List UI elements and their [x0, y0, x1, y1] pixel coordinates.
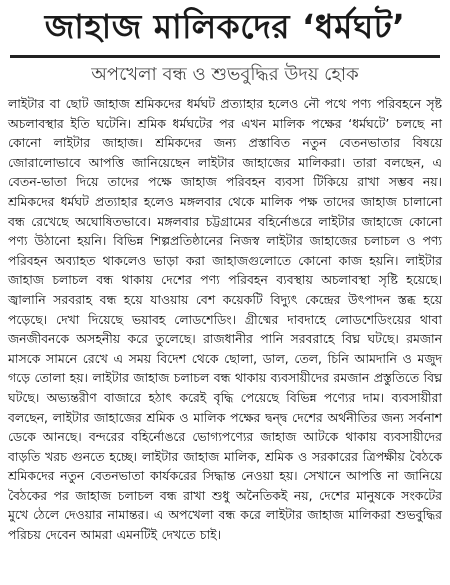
article-headline: জাহাজ মালিকদের ‘ধর্মঘট’ [44, 7, 406, 46]
headline-divider [10, 55, 440, 58]
article-subheadline: অপখেলা বন্ধ ও শুভবুদ্ধির উদয় হোক [91, 64, 359, 85]
article-body: লাইটার বা ছোট জাহাজ শ্রমিকদের ধর্মঘট প্রত্যাহার হলেও নৌ পথে পণ্য পরিবহনে সৃষ্ট অচলাবস্থার ইতি ঘটেনি। শ্রমিক ধর্মঘটের পর এখন মালিক পক্ষের ‘ধর্মঘটে’ চলছে না কোনো লাইটার জাহাজ। শ্রমিকদের জন্য প্রস্তাবিত নতুন বেতনভাতার বিষয়ে জোরালোভাবে আপত্তি জানিয়েছেন লাইটার জাহাজের মালিকরা। তারা বলছেন, এ বেতন-ভাতা দিয়ে তাদের পক্ষে জাহাজ পরিবহন ব্যবসা টিকিয়ে রাখা সম্ভব নয়। শ্রমিকদের ধর্মঘট প্রত্যাহার হলেও মঙ্গলবার থেকে মালিক পক্ষ তাদের জাহাজ চালানো বন্ধ রেখেছে অঘোষিতভাবে। মঙ্গলবার চট্টগ্রামের বহির্নোঙরে লাইটার জাহাজে কোনো পণ্য উঠানো হয়নি। বিভিন্ন শিল্পপ্রতিষ্ঠানের নিজস্ব লাইটার জাহাজের চলাচল ও পণ্য পরিবহন অব্যাহত থাকলেও ভাড়া করা জাহাজগুলোতে কোনো কাজ হয়নি। লাইটার জাহাজ চলাচল বন্ধ থাকায় দেশের পণ্য পরিবহন ব্যবস্থায় অচলাবস্থা সৃষ্টি হয়েছে। জ্বালানি সরবরাহ বন্ধ হয়ে যাওয়ায় বেশ কয়েকটি বিদ্যুৎ কেন্দ্রের উৎপাদন স্তব্ধ হয়ে পড়েছে। দেখা দিয়েছে ভয়াবহ লোডশেডিং। গ্রীষ্মের দাবদাহে লোডশেডিংয়ের থাবা জনজীবনকে অসহনীয় করে তুলেছে। রাজধানীর পানি সরবরাহে বিঘ্ন ঘটছে। রমজান মাসকে সামনে রেখে এ সময় বিদেশ থেকে ছোলা, ডাল, তেল, চিনি আমদানি ও মজুদ গড়ে তোলা হয়। লাইটার জাহাজ চলাচল বন্ধ থাকায় ব্যবসায়ীদের রমজান প্রস্তুতিতে বিঘ্ন ঘটছে। অভ্যন্তরীণ বাজারে হঠাৎ করেই বৃদ্ধি পেয়েছে বিভিন্ন পণ্যের দাম। ব্যবসায়ীরা বলছেন, লাইটার জাহাজের শ্রমিক ও মালিক পক্ষের দ্বন্দ্ব দেশের অর্থনীতির জন্য সর্বনাশ ডেকে আনছে। বন্দরের বহির্নোঙরে ভোগ্যপণ্যের জাহাজ আটকে থাকায় ব্যবসায়ীদের বাড়তি খরচ গুনতে হচ্ছে। লাইটার জাহাজ মালিক, শ্রমিক ও সরকারের ত্রিপক্ষীয় বৈঠকে শ্রমিকদের নতুন বেতনভাতা কার্যকরের সিদ্ধান্ত নেওয়া হয়। সেখানে আপত্তি না জানিয়ে বৈঠকের পর জাহাজ চলাচল বন্ধ রাখা শুধু অনৈতিকই নয়, দেশের মানুষকে সংকটের মুখে ঠেলে দেওয়ার নামান্তর। এ অপখেলা বন্ধ করে লাইটার জাহাজ মালিকরা শুভবুদ্ধির পরিচয় দেবেন আমরা এমনটিই দেখতে চাই। [8, 96, 442, 543]
